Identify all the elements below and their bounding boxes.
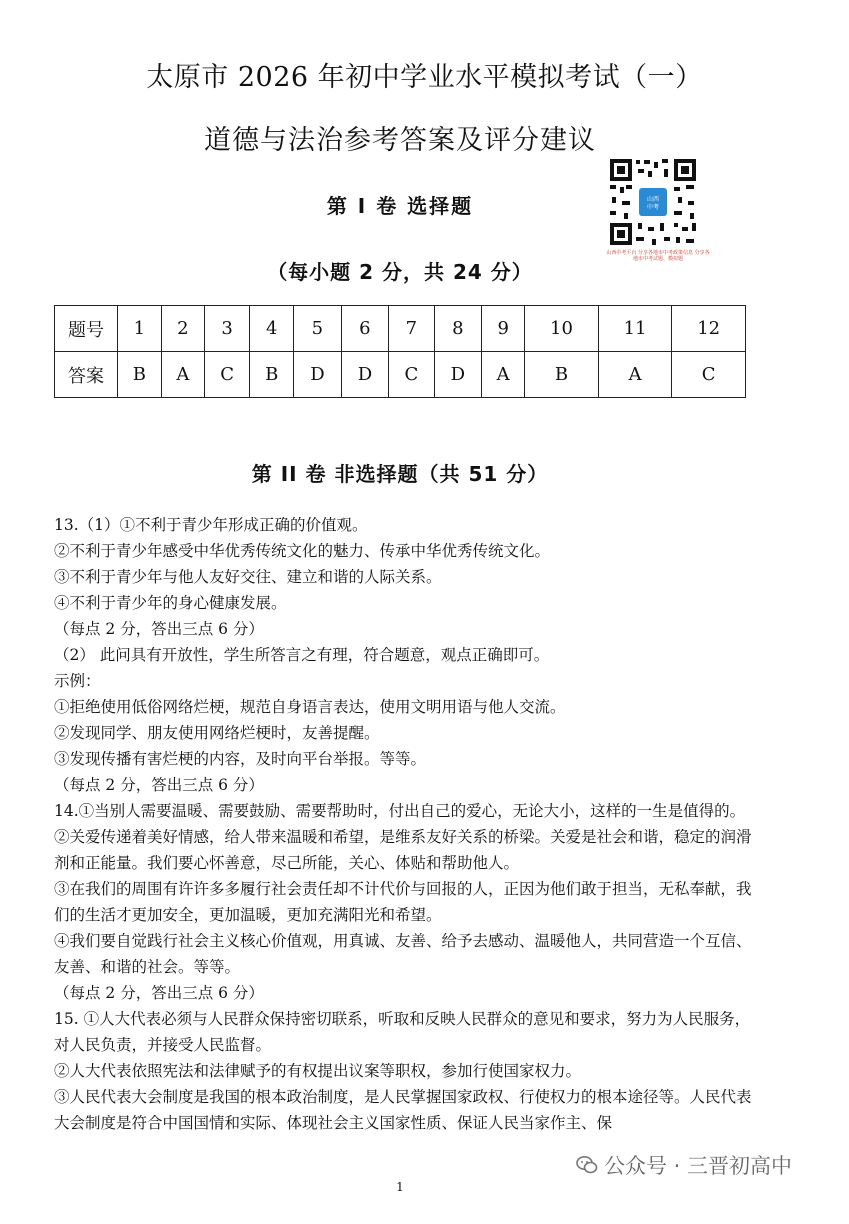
body-line: 15. ①人大代表必须与人民群众保持密切联系，听取和反映人民群众的意见和要求，努力为人民服务，对人民负责，并接受人民监督。 <box>54 1010 751 1054</box>
svg-text:中考: 中考 <box>646 204 660 211</box>
table-cell: 4 <box>250 306 294 352</box>
body-line: 14.①当别人需要温暖、需要鼓励、需要帮助时，付出自己的爱心，无论大小，这样的一生是值得的。 <box>54 802 746 820</box>
table-cell: A <box>161 352 204 398</box>
qr-caption: 山西中考平台 分享各地市中考政策信息 分享各地市中考试题、模拟题 <box>606 250 710 262</box>
table-header-question: 题号 <box>55 306 118 352</box>
table-cell: 8 <box>434 306 482 352</box>
body-line: ②不利于青少年感受中华优秀传统文化的魅力、传承中华优秀传统文化。 <box>54 542 551 560</box>
body-line: ④我们要自觉践行社会主义核心价值观，用真诚、友善、给予去感动、温暖他人，共同营造一个互信、友善、和谐的社会。等等。 <box>54 932 752 976</box>
svg-text:山西: 山西 <box>646 196 660 203</box>
table-cell: D <box>434 352 482 398</box>
answer-body <box>54 512 754 1136</box>
table-cell: C <box>672 352 746 398</box>
body-line: ②关爱传递着美好情感，给人带来温暖和希望，是维系友好关系的桥梁。关爱是社会和谐，稳定的润滑剂和正能量。我们要心怀善意，尽己所能，关心、体贴和帮助他人。 <box>54 828 752 872</box>
table-cell: 3 <box>204 306 249 352</box>
body-line: ④不利于青少年的身心健康发展。 <box>54 594 287 612</box>
body-line: 13.（1）①不利于青少年形成正确的价值观。 <box>54 516 368 534</box>
body-line: ②发现同学、朋友使用网络烂梗时，友善提醒。 <box>54 724 380 742</box>
table-cell: 5 <box>294 306 342 352</box>
section1-subtitle: （每小题 2 分，共 24 分） <box>267 260 533 284</box>
table-cell: B <box>525 352 599 398</box>
answer-table <box>54 305 746 398</box>
wechat-icon <box>576 1155 598 1175</box>
body-line: ①拒绝使用低俗网络烂梗，规范自身语言表达，使用文明用语与他人交流。 <box>54 698 566 716</box>
body-line: ③不利于青少年与他人友好交往、建立和谐的人际关系。 <box>54 568 442 586</box>
table-row-numbers <box>55 306 746 352</box>
watermark-text: 公众号 · 三晋初高中 <box>604 1154 793 1178</box>
table-header-answer: 答案 <box>55 352 118 398</box>
table-cell: 1 <box>118 306 162 352</box>
table-cell: 2 <box>161 306 204 352</box>
section2-title: 第 II 卷 非选择题（共 51 分） <box>251 462 549 486</box>
table-cell: A <box>598 352 672 398</box>
table-cell: 7 <box>389 306 434 352</box>
section1-title: 第 I 卷 选择题 <box>326 194 474 218</box>
table-cell: B <box>250 352 294 398</box>
table-cell: 12 <box>672 306 746 352</box>
body-line: （2） 此问具有开放性，学生所答言之有理，符合题意，观点正确即可。 <box>54 646 550 664</box>
table-row-answers <box>55 352 746 398</box>
document-subtitle: 道德与法治参考答案及评分建议 <box>204 125 596 156</box>
body-line: ③在我们的周围有许许多多履行社会责任却不计代价与回报的人，正因为他们敢于担当，无私奉献，我们的生活才更加安全，更加温暖，更加充满阳光和希望。 <box>54 880 752 924</box>
body-line: 示例： <box>54 672 101 690</box>
watermark <box>576 1150 792 1180</box>
body-line: （每点 2 分，答出三点 6 分） <box>54 620 264 638</box>
table-cell: 11 <box>598 306 672 352</box>
page-number: 1 <box>396 1180 404 1194</box>
table-cell: C <box>389 352 434 398</box>
table-cell: 10 <box>525 306 599 352</box>
table-cell: C <box>204 352 249 398</box>
body-line: ③人民代表大会制度是我国的根本政治制度，是人民掌握国家政权、行使权力的根本途径等。人民代表大会制度是符合中国国情和实际、体现社会主义国家性质、保证人民当家作主、保 <box>54 1088 752 1132</box>
table-cell: D <box>294 352 342 398</box>
body-line: （每点 2 分，答出三点 6 分） <box>54 984 264 1002</box>
document-title: 太原市 2026 年初中学业水平模拟考试（一） <box>146 62 703 93</box>
body-line: ③发现传播有害烂梗的内容，及时向平台举报。等等。 <box>54 750 427 768</box>
table-cell: A <box>482 352 525 398</box>
table-cell: B <box>118 352 162 398</box>
body-line: ②人大代表依照宪法和法律赋予的有权提出议案等职权，参加行使国家权力。 <box>54 1062 582 1080</box>
table-cell: D <box>341 352 389 398</box>
table-cell: 6 <box>341 306 389 352</box>
table-cell: 9 <box>482 306 525 352</box>
body-line: （每点 2 分，答出三点 6 分） <box>54 776 264 794</box>
